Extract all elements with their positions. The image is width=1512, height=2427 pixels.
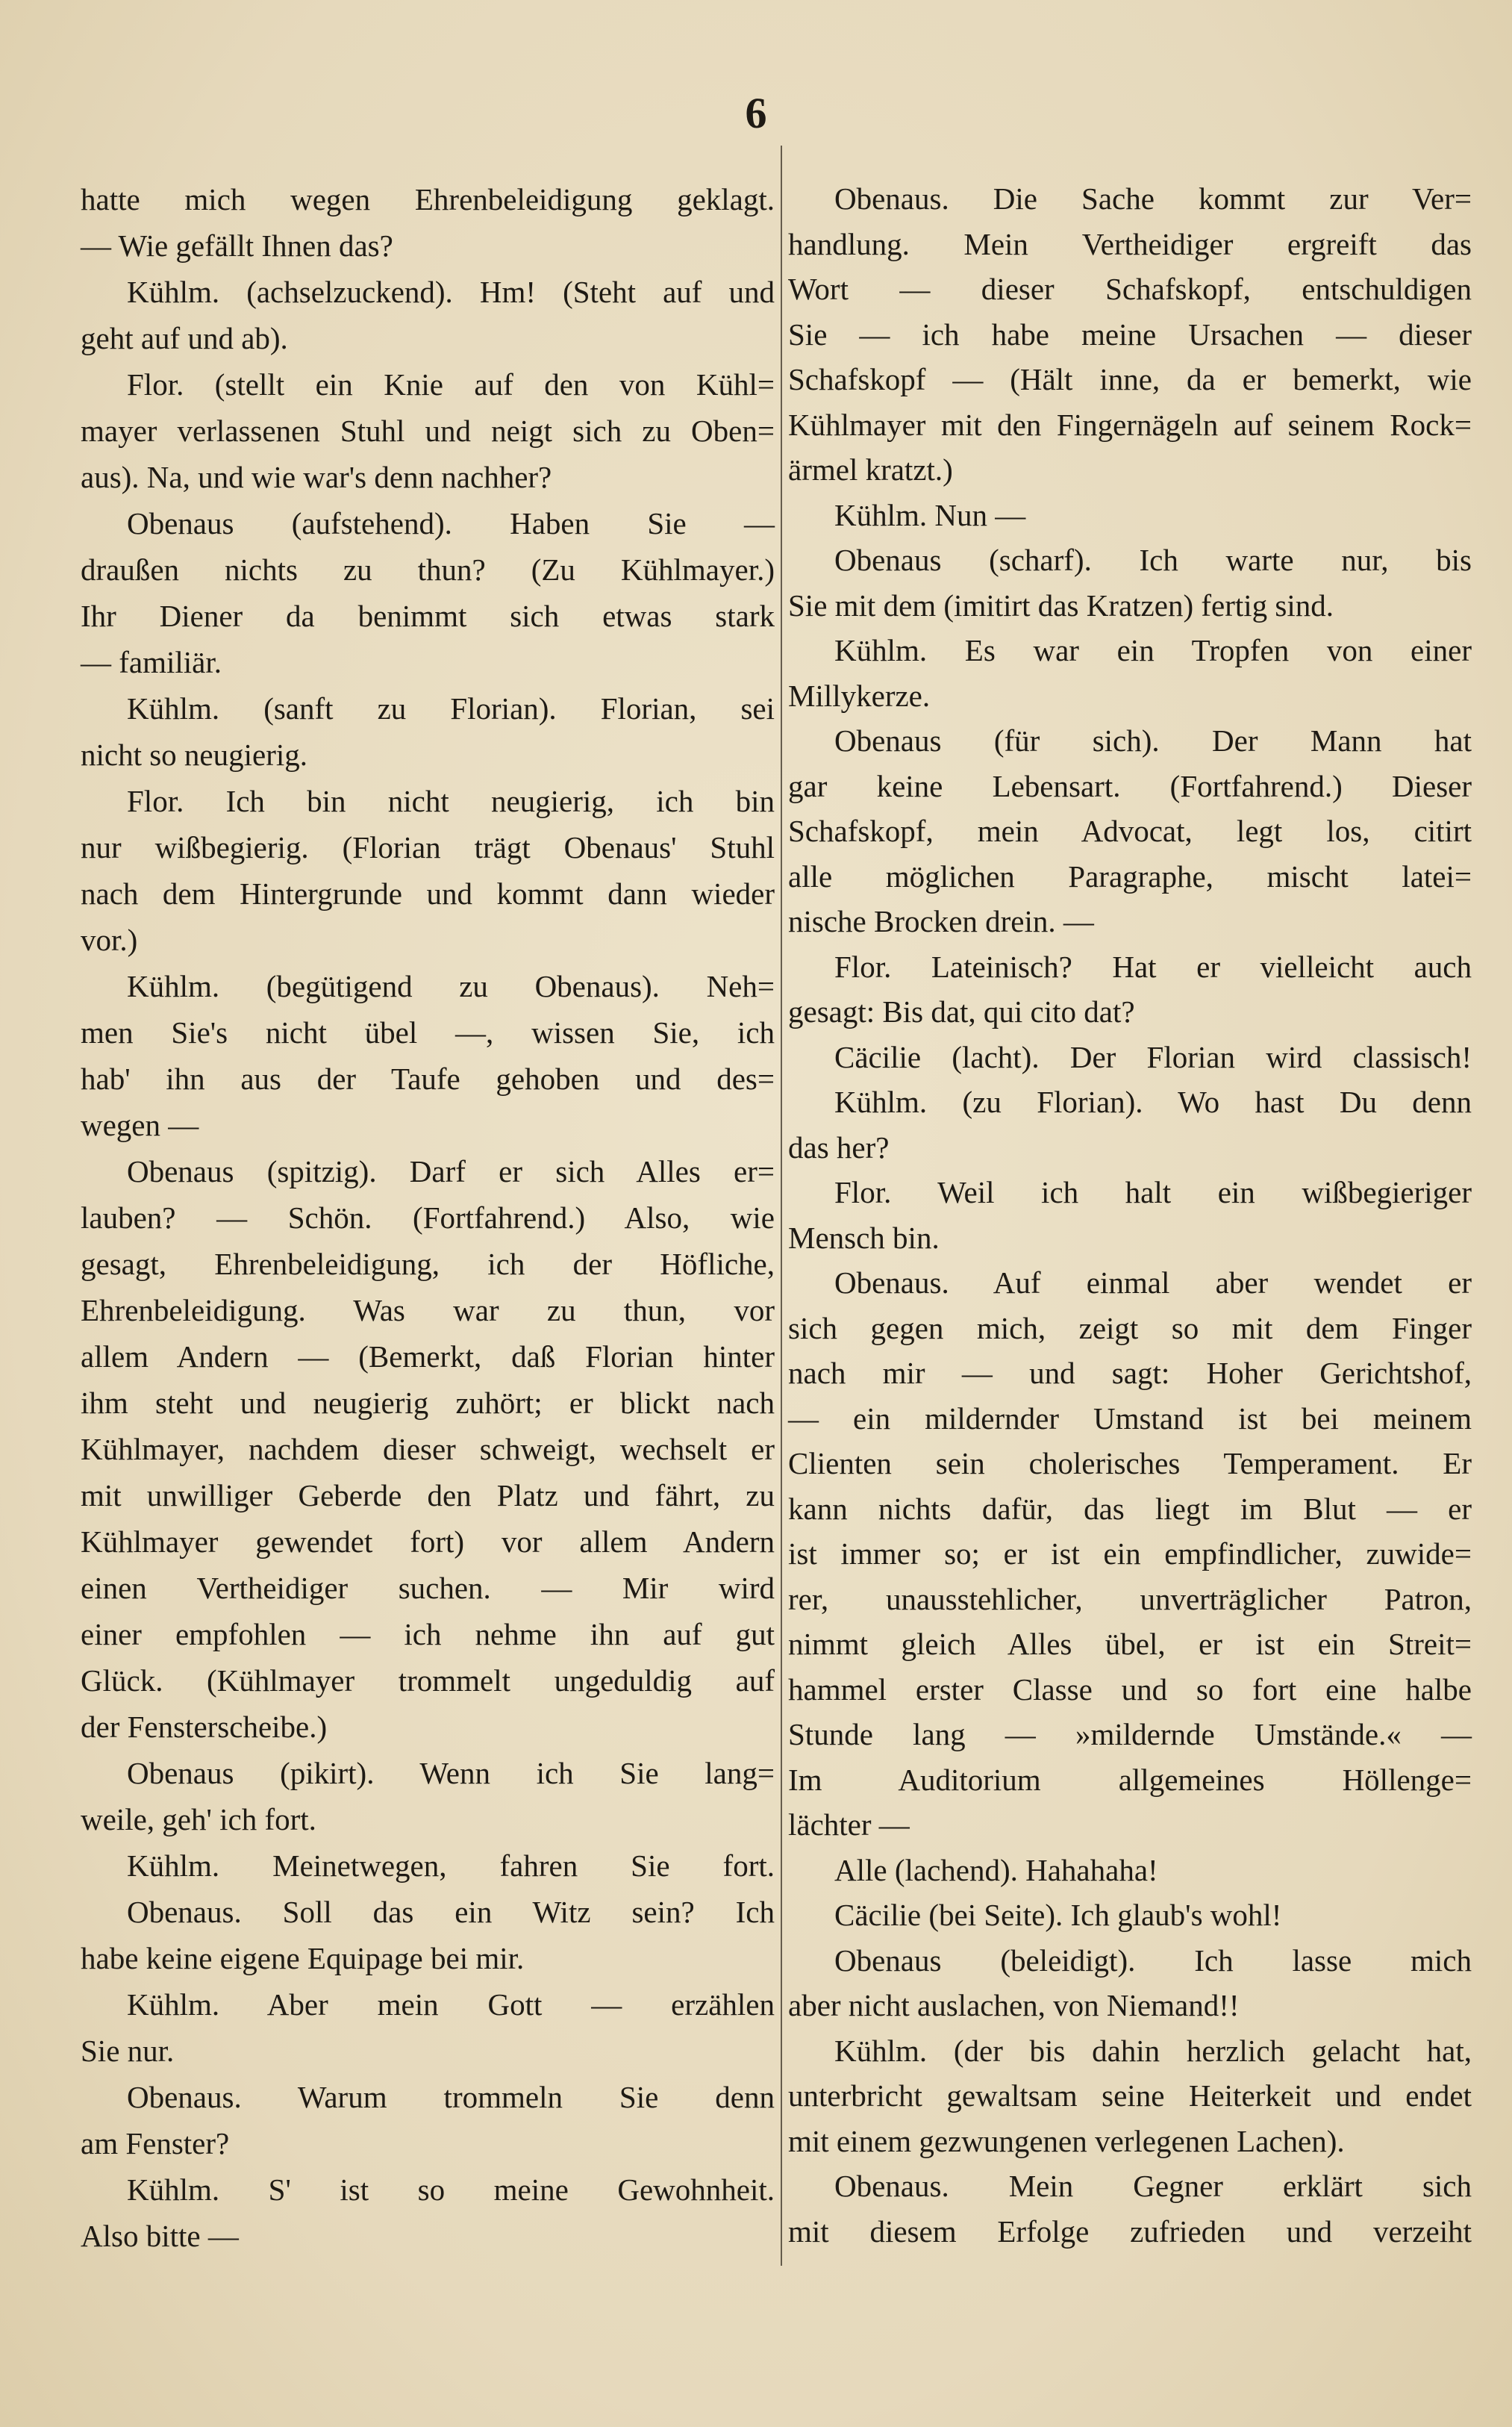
text-line: Kühlm. Nun — [834,497,1026,532]
text-line: — Wie gefällt Ihnen das? [81,228,393,263]
text-line: Alle (lachend). Hahahaha! [834,1852,1158,1887]
text-line: vor.) [81,923,138,957]
text-line: — ein mildernder Umstand ist bei meinem [788,1401,1472,1436]
text-line: Obenaus (pikirt). Wenn ich Sie lang= [127,1756,775,1790]
text-line: Wort — dieser Schafskopf, entschuldigen [788,272,1472,306]
text-line: Obenaus (scharf). Ich warte nur, bis [834,543,1472,577]
text-line: hab' ihn aus der Taufe gehoben und des= [81,1062,775,1096]
text-line: Kühlm. (zu Florian). Wo hast Du denn [834,1085,1472,1119]
column-divider [781,146,782,2266]
text-line: allem Andern — (Bemerkt, daß Florian hinter [81,1339,775,1374]
text-line: Schafskopf — (Hält inne, da er bemerkt, wie [788,362,1472,396]
text-line: Im Auditorium allgemeines Höllenge= [788,1762,1472,1797]
text-line: nische Brocken drein. — [788,904,1094,938]
text-line: der Fensterscheibe.) [81,1710,328,1744]
text-line: Kühlmayer gewendet fort) vor allem Andern [81,1524,775,1559]
text-line: Kühlmayer, nachdem dieser schweigt, wechselt er [81,1432,775,1466]
text-line: Sie mit dem (imitirt das Kratzen) fertig sind. [788,588,1334,623]
text-line: Kühlm. (der bis dahin herzlich gelacht hat, [834,2033,1472,2068]
right-column [788,176,1472,2254]
text-line: Obenaus. Soll das ein Witz sein? Ich [127,1895,775,1929]
text-line: kann nichts dafür, das liegt im Blut — er [788,1491,1472,1526]
text-line: Flor. Ich bin nicht neugierig, ich bin [127,784,775,818]
text-line: Kühlm. Es war ein Tropfen von einer [834,633,1472,667]
text-line: mit unwilliger Geberde den Platz und fährt, zu [81,1478,775,1512]
text-line: Obenaus (aufstehend). Haben Sie — [127,506,775,540]
text-line: aus). Na, und wie war's denn nachher? [81,460,552,494]
text-line: Flor. Weil ich halt ein wißbegieriger [834,1175,1472,1209]
text-line: aber nicht auslachen, von Niemand!! [788,1988,1240,2022]
text-line: hatte mich wegen Ehrenbeleidigung geklagt. [81,182,775,216]
text-line: Kühlm. (sanft zu Florian). Florian, sei [127,691,775,726]
text-line: Kühlmayer mit den Fingernägeln auf seinem Rock= [788,407,1472,442]
text-line: mit diesem Erfolge zufrieden und verzeiht [788,2213,1472,2249]
text-line: Kühlm. (achselzuckend). Hm! (Steht auf und [127,275,775,309]
text-line: Kühlm. S' ist so meine Gewohnheit. [127,2172,775,2207]
text-line: ihm steht und neugierig zuhört; er blickt nach [81,1386,775,1420]
text-line: Cäcilie (bei Seite). Ich glaub's wohl! [834,1898,1282,1932]
text-line: gesagt: Bis dat, qui cito dat? [788,994,1135,1029]
text-line: Obenaus (beleidigt). Ich lasse mich [834,1942,1472,1978]
text-line: Ihr Diener da benimmt sich etwas stark [81,599,775,633]
text-line: habe keine eigene Equipage bei mir. [81,1941,525,1975]
text-line: Flor. (stellt ein Knie auf den von Kühl= [127,367,775,402]
text-line: Obenaus. Die Sache kommt zur Ver= [834,181,1472,216]
text-line: lächter — [788,1807,910,1842]
text-line: Cäcilie (lacht). Der Florian wird classisch! [834,1039,1472,1074]
text-line: unterbricht gewaltsam seine Heiterkeit und endet [788,2078,1472,2113]
text-line: Also bitte — [81,2219,239,2253]
text-line: handlung. Mein Vertheidiger ergreift das [788,226,1472,261]
text-line: Ehrenbeleidigung. Was war zu thun, vor [81,1293,775,1327]
text-line: Sie — ich habe meine Ursachen — dieser [788,317,1472,352]
text-line: draußen nichts zu thun? (Zu Kühlmayer.) [81,552,775,587]
text-line: Obenaus. Auf einmal aber wendet er [834,1265,1472,1300]
text-line: das her? [788,1130,890,1165]
text-line: Mensch bin. [788,1220,940,1255]
text-line: am Fenster? [81,2126,230,2160]
text-line: — familiär. [81,645,222,679]
text-line: men Sie's nicht übel —, wissen Sie, ich [81,1015,775,1050]
text-line: Flor. Lateinisch? Hat er vielleicht auch [834,949,1472,984]
text-line: gesagt, Ehrenbeleidigung, ich der Höfliche, [81,1247,775,1281]
text-line: einen Vertheidiger suchen. — Mir wird [81,1571,775,1605]
text-line: mit einem gezwungenen verlegenen Lachen). [788,2123,1345,2158]
text-line: nur wißbegierig. (Florian trägt Obenaus' Stuhl [81,830,775,864]
text-line: Kühlm. Aber mein Gott — erzählen [127,1987,775,2022]
text-line: wegen — [81,1108,199,1142]
text-line: alle möglichen Paragraphe, mischt latei= [788,859,1472,894]
text-line: rer, unausstehlicher, unverträglicher Patron, [788,1581,1472,1616]
text-line: Kühlm. Meinetwegen, fahren Sie fort. [127,1848,775,1883]
text-line: Obenaus (spitzig). Darf er sich Alles er= [127,1154,775,1188]
text-line: weile, geh' ich fort. [81,1802,316,1836]
page-number: 6 [745,89,767,137]
text-line: Clienten sein cholerisches Temperament. Er [788,1446,1472,1480]
text-line: nach mir — und sagt: Hoher Gerichtshof, [788,1356,1472,1390]
text-line: einer empfohlen — ich nehme ihn auf gut [81,1617,775,1651]
text-line: sich gegen mich, zeigt so mit dem Finger [788,1310,1472,1345]
text-line: nicht so neugierig. [81,738,308,772]
text-line: hammel erster Classe und so fort eine halbe [788,1672,1472,1707]
text-line: geht auf und ab). [81,321,288,355]
text-line: Stunde lang — »mildernde Umstände.« — [788,1717,1472,1751]
text-line: Obenaus. Mein Gegner erklärt sich [834,2169,1472,2203]
text-line: ärmel kratzt.) [788,452,953,487]
text-line: lauben? — Schön. (Fortfahrend.) Also, wie [81,1200,775,1235]
text-line: Obenaus. Warum trommeln Sie denn [127,2080,775,2114]
left-column [81,176,775,2259]
text-line: Millykerze. [788,678,931,713]
text-line: nimmt gleich Alles übel, er ist ein Streit= [788,1627,1472,1661]
text-line: mayer verlassenen Stuhl und neigt sich zu Oben= [81,414,775,448]
text-line: Kühlm. (begütigend zu Obenaus). Neh= [127,969,775,1003]
text-line: ist immer so; er ist ein empfindlicher, zuwide= [788,1536,1472,1571]
text-line: Schafskopf, mein Advocat, legt los, citirt [788,814,1472,848]
text-line: gar keine Lebensart. (Fortfahrend.) Dieser [788,768,1472,803]
text-line: Sie nur. [81,2034,175,2068]
text-line: Glück. (Kühlmayer trommelt ungeduldig auf [81,1663,775,1698]
text-line: nach dem Hintergrunde und kommt dann wieder [81,876,775,911]
text-line: Obenaus (für sich). Der Mann hat [834,723,1472,758]
